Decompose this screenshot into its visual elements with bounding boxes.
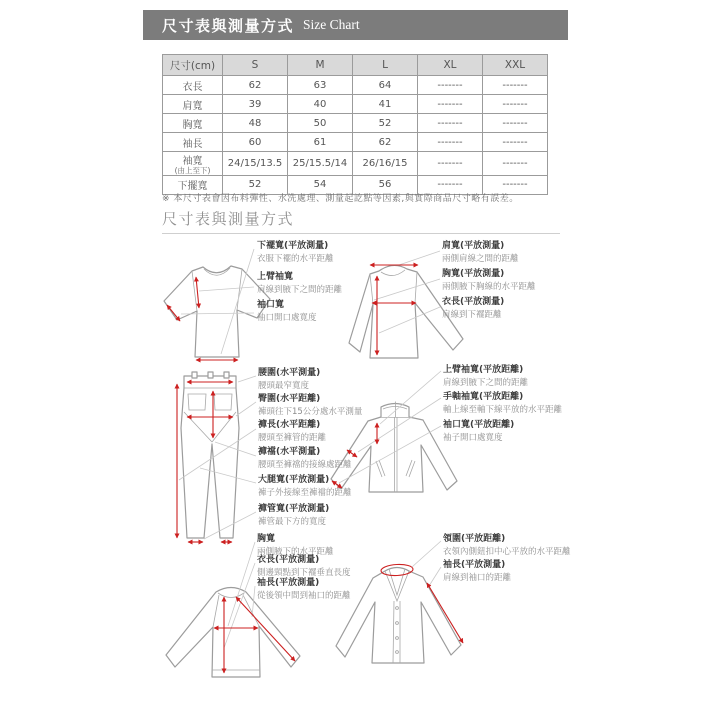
annotation-title: 上臂袖寬 (257, 272, 294, 282)
annotation-chest-width (442, 269, 536, 293)
annotation-raglan-length (257, 555, 351, 579)
annotation-desc: 兩側肩線之間的距離 (442, 253, 519, 264)
jacket-diagram (331, 371, 457, 492)
size-cell: 41 (353, 95, 418, 114)
size-cell: 40 (288, 95, 353, 114)
annotation-title: 下襬寬(平放測量) (257, 241, 329, 251)
annotation-desc: 肩線到袖口的距離 (443, 572, 512, 583)
annotation-title: 領圍(平放距離) (443, 534, 506, 544)
size-cell: 39 (223, 95, 288, 114)
annotation-desc: 腰頭至褲襠的接線處距離 (258, 459, 352, 470)
size-cell: 25/15.5/14 (288, 152, 353, 176)
annotation-title: 袖口寬 (257, 300, 285, 310)
row-label: 衣長 (163, 76, 223, 95)
annotation-title: 褲襠(水平測量) (258, 447, 321, 457)
annotation-thigh-width (258, 475, 352, 499)
size-cell: 62 (353, 133, 418, 152)
row-label: 袖長 (163, 133, 223, 152)
annotation-waist (258, 368, 320, 392)
size-cell: ------- (483, 152, 548, 176)
annotation-upper-arm-width (257, 272, 342, 296)
col-header: L (353, 55, 418, 76)
annotation-title: 衣長(平放測量) (442, 297, 505, 307)
annotation-title: 袖長(平放測量) (443, 560, 506, 570)
annotation-title: 袖口寬(平放距離) (443, 420, 515, 430)
annotation-shoulder-width (442, 241, 519, 265)
row-label: 下擺寬 (163, 175, 223, 194)
annotation-desc: 側邊頸點到下襬垂直長度 (257, 567, 351, 578)
annotation-title: 袖長(平放測量) (257, 578, 320, 588)
annotation-desc: 袖子開口處寬度 (443, 432, 503, 443)
annotation-desc: 衣服下襬的水平距離 (257, 253, 334, 264)
size-cell: 60 (223, 133, 288, 152)
annotation-title: 褲管寬(平放測量) (258, 504, 330, 514)
annotation-desc: 褲管最下方的寬度 (258, 516, 327, 527)
annotation-title: 手軸袖寬(平放距離) (443, 392, 524, 402)
size-cell: 56 (353, 175, 418, 194)
tshirt-diagram (164, 249, 270, 360)
pants-diagram (177, 372, 256, 542)
size-cell: 26/16/15 (353, 152, 418, 176)
annotation-title: 臀圍(水平距離) (258, 394, 321, 404)
annotation-desc: 腰頭最窄寬度 (258, 380, 310, 391)
header-title-zh: 尺寸表與測量方式 (162, 16, 295, 35)
size-cell: 64 (353, 76, 418, 95)
size-cell: 52 (223, 175, 288, 194)
size-cell: 62 (223, 76, 288, 95)
size-cell: 24/15/13.5 (223, 152, 288, 176)
size-cell: ------- (483, 95, 548, 114)
annotation-jacket-cuff (443, 420, 514, 444)
row-label-main: 袖寬 (182, 156, 203, 167)
annotation-raglan-sleeve (257, 578, 351, 602)
size-cell: ------- (418, 114, 483, 133)
annotation-cuff-width (257, 300, 317, 324)
annotation-title: 肩寬(平放測量) (442, 241, 505, 251)
size-cell: 54 (288, 175, 353, 194)
header-title-en: Size Chart (303, 17, 360, 32)
size-cell: ------- (418, 152, 483, 176)
col-header: M (288, 55, 353, 76)
col-header: 尺寸(cm) (163, 55, 223, 76)
size-cell: 63 (288, 76, 353, 95)
annotation-desc: 肩線到下襬距離 (442, 309, 502, 320)
annotation-body-length (442, 297, 504, 321)
annotation-leg-opening (258, 504, 329, 528)
annotation-title: 腰圍(水平測量) (258, 368, 321, 378)
annotation-desc: 衣領內側鈕扣中心平放的水平距離 (443, 546, 571, 557)
annotation-collar (443, 534, 571, 558)
size-cell: 61 (288, 133, 353, 152)
annotation-desc: 褲子外接線至褲襠的距離 (258, 487, 352, 498)
row-label: 肩寬 (163, 95, 223, 114)
annotation-title: 大腿寬(平放測量) (258, 475, 330, 485)
annotation-desc: 褲頭往下15公分處水平測量 (258, 406, 363, 417)
annotation-hip (258, 394, 362, 418)
annotation-pants-length (258, 420, 326, 444)
row-label-sub: (由上至下) (174, 166, 211, 175)
annotation-rise (258, 447, 352, 471)
annotation-title: 褲長(水平距離) (258, 420, 321, 430)
annotation-title: 胸寬 (257, 534, 276, 544)
annotation-jacket-upper-arm (443, 365, 528, 389)
size-cell: 50 (288, 114, 353, 133)
annotation-shirt-sleeve (443, 560, 511, 584)
size-cell: ------- (418, 95, 483, 114)
size-cell: 52 (353, 114, 418, 133)
annotation-hem-width (257, 241, 334, 265)
annotation-desc: 肩線到腋下之間的距離 (443, 377, 529, 388)
annotation-desc: 兩側腋下的水平距離 (257, 546, 334, 557)
annotation-desc: 軸上線至軸下線平放的水平距離 (443, 404, 563, 415)
col-header: XXL (483, 55, 548, 76)
row-label: 胸寬 (163, 114, 223, 133)
annotation-title: 上臂袖寬(平放距離) (443, 365, 524, 375)
annotation-title: 胸寬(平放測量) (442, 269, 505, 279)
size-cell: 48 (223, 114, 288, 133)
size-cell: ------- (418, 133, 483, 152)
annotation-desc: 兩側腋下胸線的水平距離 (442, 281, 536, 292)
annotation-desc: 腰頭至褲管的距離 (258, 432, 327, 443)
size-cell: ------- (483, 76, 548, 95)
size-cell: ------- (483, 175, 548, 194)
annotation-desc: 肩線到腋下之間的距離 (257, 284, 343, 295)
annotation-title: 衣長(平放測量) (257, 555, 320, 565)
annotation-jacket-forearm (443, 392, 562, 416)
col-header: S (223, 55, 288, 76)
annotation-desc: 從後領中間到袖口的距離 (257, 590, 351, 601)
disclaimer-note: ※ 本尺寸表會因布料彈性、水洗處理、測量起訖點等因素,與實際商品尺寸略有誤差。 (162, 194, 519, 204)
col-header: XL (418, 55, 483, 76)
size-cell: ------- (483, 133, 548, 152)
size-cell: ------- (483, 114, 548, 133)
section-title: 尺寸表與測量方式 (162, 210, 295, 228)
size-cell: ------- (418, 76, 483, 95)
annotation-desc: 袖口開口處寬度 (257, 312, 317, 323)
size-cell: ------- (418, 175, 483, 194)
